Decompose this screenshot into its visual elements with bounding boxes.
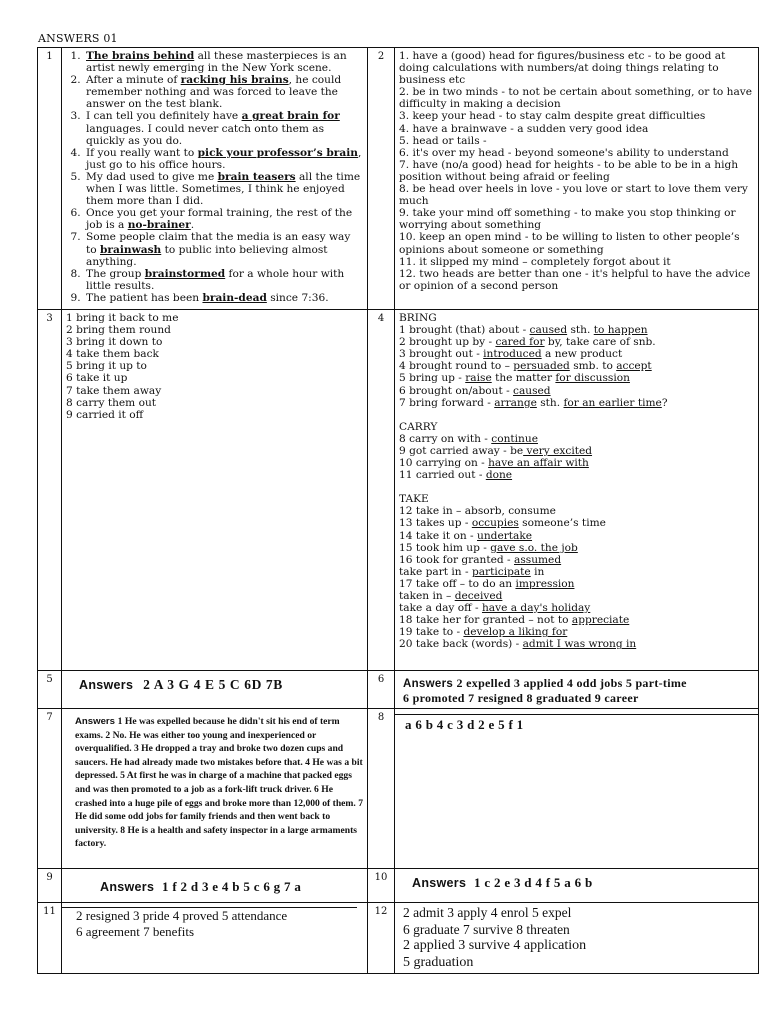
list-item: 4. have a brainwave - a sudden very good idea bbox=[399, 122, 649, 135]
list-item: 9 carried it off bbox=[66, 408, 144, 421]
answer-text: 6 agreement 7 benefits bbox=[76, 924, 195, 939]
list-item: 1. have a (good) head for figures/business etc - to be good at doing calculations with numbers/at doing things relating to business etc bbox=[399, 50, 726, 87]
answer-text: 2 resigned 3 pride 4 proved 5 attendance bbox=[76, 908, 288, 923]
list-item: take a day off - have a day's holiday bbox=[399, 602, 591, 615]
list-item: 12 take in – absorb, consume bbox=[399, 505, 556, 518]
answers-table bbox=[37, 47, 759, 974]
list-item: 9. The patient has been brain-dead since 7:36. bbox=[84, 292, 363, 304]
list-item: 5. My dad used to give me brain teasers all the time when I was little. Sometimes, I think he enjoyed them more than I did. bbox=[84, 171, 363, 207]
table-row bbox=[38, 903, 759, 974]
cell-number: 3 bbox=[38, 310, 62, 671]
list-item: take part in - participate in bbox=[399, 565, 545, 578]
list-item: 8 carry on with - continue bbox=[399, 432, 538, 445]
page-title: ANSWERS 01 bbox=[38, 32, 118, 45]
cell-number: 10 bbox=[368, 869, 395, 903]
list-item: 3. I can tell you definitely have a great brain for languages. I could never catch onto them as quickly as you do. bbox=[84, 110, 363, 146]
list-item: 10. keep an open mind - to be willing to listen to other people’s opinions about someone or something bbox=[399, 231, 740, 256]
answer-cell-4 bbox=[395, 310, 759, 671]
list-item: 17 take off – to do an impression bbox=[399, 577, 575, 590]
answers-label: Answers bbox=[75, 716, 115, 727]
cell-number: 1 bbox=[38, 48, 62, 310]
list-item: 13 takes up - occupies someone’s time bbox=[399, 517, 606, 530]
list-item: 8. be head over heels in love - you love or start to love them very much bbox=[399, 183, 748, 208]
cell-number: 2 bbox=[368, 48, 395, 310]
list-item: 7. Some people claim that the media is an easy way to brainwash to public into believing almost anything. bbox=[84, 231, 363, 267]
table-row bbox=[38, 671, 759, 709]
list-item: 12. two heads are better than one - it's helpful to have the advice or opinion of a second person bbox=[399, 267, 751, 292]
list-item: 7 take them away bbox=[66, 384, 162, 397]
cell-number: 9 bbox=[38, 869, 62, 903]
table-row bbox=[38, 869, 759, 903]
cell-number: 11 bbox=[38, 903, 62, 974]
list-item: 3 brought out - introduced a new product bbox=[399, 348, 623, 361]
cell-number: 5 bbox=[38, 671, 62, 709]
answer-cell-11 bbox=[62, 903, 368, 974]
list-item: 3. keep your head - to stay calm despite great difficulties bbox=[399, 110, 706, 123]
list-item: 11 carried out - done bbox=[399, 469, 513, 482]
list-item: 5 bring up - raise the matter for discussion bbox=[399, 372, 630, 385]
list-item: 4. If you really want to pick your professor’s brain, just go to his office hours. bbox=[84, 147, 363, 171]
list-item: 6 brought on/about - caused bbox=[399, 384, 551, 397]
brain-expressions-list bbox=[64, 50, 363, 304]
cell-number: 6 bbox=[368, 671, 395, 709]
list-item: 6 take it up bbox=[66, 372, 128, 385]
list-item: 18 take her for granted – not to appreciate bbox=[399, 614, 630, 627]
answer-cell-10 bbox=[395, 869, 759, 903]
list-item: 4 brought round to – persuaded smb. to accept bbox=[399, 360, 652, 373]
section-heading: BRING bbox=[399, 312, 437, 324]
cell-number: 8 bbox=[368, 709, 395, 869]
list-item: 14 take it on - undertake bbox=[399, 529, 533, 542]
list-item: 8. The group brainstormed for a whole hour with little results. bbox=[84, 268, 363, 292]
cell-number: 4 bbox=[368, 310, 395, 671]
list-item: 1 brought (that) about - caused sth. to happen bbox=[399, 324, 648, 337]
answers-label: Answers bbox=[412, 876, 467, 890]
list-item: 2. be in two minds - to not be certain about something, or to have difficulty in making a decision bbox=[399, 86, 753, 111]
list-item: 2. After a minute of racking his brains, he could remember nothing and was forced to leave the answer on the test blank. bbox=[84, 74, 363, 110]
list-item: 4 take them back bbox=[66, 348, 159, 361]
answer-text: a 6 b 4 c 3 d 2 e 5 f 1 bbox=[405, 717, 524, 732]
list-item: 3 bring it down to bbox=[66, 336, 163, 349]
list-item: 5. head or tails - bbox=[399, 134, 487, 147]
list-item: 2 brought up by - cared for by, take care of snb. bbox=[399, 336, 656, 349]
list-item: 7 bring forward - arrange sth. for an earlier time? bbox=[399, 396, 668, 409]
answer-cell-9 bbox=[62, 869, 368, 903]
answers-label: Answers bbox=[79, 678, 134, 692]
answer-cell-2 bbox=[395, 48, 759, 310]
list-item: 9 got carried away - be very excited bbox=[399, 444, 593, 457]
answer-cell-12 bbox=[395, 903, 759, 974]
list-item: 6. it's over my head - beyond someone's ability to understand bbox=[399, 146, 729, 159]
answer-text: 6 graduate 7 survive 8 threaten bbox=[403, 921, 570, 937]
answer-cell-3 bbox=[62, 310, 368, 671]
section-heading: CARRY bbox=[399, 420, 438, 433]
list-item: 1 bring it back to me bbox=[66, 312, 179, 324]
answer-text: 5 graduation bbox=[403, 954, 474, 970]
answer-cell-5 bbox=[62, 671, 368, 709]
answer-cell-6 bbox=[395, 671, 759, 709]
list-item: 2 bring them round bbox=[66, 324, 171, 337]
list-item: taken in – deceived bbox=[399, 589, 503, 602]
list-item: 11. it slipped my mind – completely forgot about it bbox=[399, 255, 671, 268]
list-item: 6. Once you get your formal training, the rest of the job is a no-brainer. bbox=[84, 207, 363, 231]
answers-label: Answers bbox=[100, 880, 155, 894]
list-item: 19 take to - develop a liking for bbox=[399, 626, 568, 639]
answer-text: 2 A 3 G 4 E 5 C 6D 7B bbox=[143, 677, 283, 692]
section-heading: TAKE bbox=[399, 493, 429, 506]
answer-text: 6 promoted 7 resigned 8 graduated 9 career bbox=[403, 691, 639, 705]
list-item: 7. have (no/a good) head for heights - to be able to be in a high position without being afraid or feeling bbox=[399, 158, 739, 183]
list-item: 16 took for granted - assumed bbox=[399, 553, 562, 566]
answer-text: 1 He was expelled because he didn't sit his end of term exams. 2 No. He was either too young and inexperienced or overqualified. 3 He dropped a tray and broke two dozen cups and saucers. He had already made two mistakes before that. 4 He was a bit depressed. 5 At first he was in charge of a machine that packed eggs and was then promoted to a job as a fork-lift truck driver. 6 He crashed into a huge pile of eggs and broke more than 12,000 of them. 7 He did some odd jobs for family friends and then went back to university. 8 He is a health and safety inspector in a large armaments factory. bbox=[75, 716, 363, 850]
cell-number: 7 bbox=[38, 709, 62, 869]
list-item: 9. take your mind off something - to make you stop thinking or worrying about something bbox=[399, 207, 736, 232]
answer-cell-8 bbox=[395, 709, 759, 869]
cell-number: 12 bbox=[368, 903, 395, 974]
list-item: 20 take back (words) - admit I was wrong in bbox=[399, 638, 637, 651]
list-item: 15 took him up - gave s.o. the job bbox=[399, 541, 578, 554]
answers-label: Answers bbox=[403, 678, 454, 690]
table-row bbox=[38, 310, 759, 671]
list-item: 1. The brains behind all these masterpieces is an artist newly emerging in the New York scene. bbox=[84, 50, 363, 74]
list-item: 8 carry them out bbox=[66, 396, 157, 409]
answer-text: 1 f 2 d 3 e 4 b 5 c 6 g 7 a bbox=[162, 879, 302, 894]
list-item: 10 carrying on - have an affair with bbox=[399, 457, 589, 470]
table-row bbox=[38, 709, 759, 869]
answer-text: 1 c 2 e 3 d 4 f 5 a 6 b bbox=[474, 875, 593, 890]
head-idioms-list bbox=[395, 48, 758, 292]
answer-text: 2 applied 3 survive 4 application bbox=[403, 938, 587, 953]
table-row bbox=[38, 48, 759, 310]
answer-text: 2 expelled 3 applied 4 odd jobs 5 part-time bbox=[456, 676, 687, 690]
answer-cell-7 bbox=[62, 709, 368, 869]
answer-text: 2 admit 3 apply 4 enrol 5 expel bbox=[403, 905, 572, 920]
answer-cell-1 bbox=[62, 48, 368, 310]
list-item: 5 bring it up to bbox=[66, 360, 147, 373]
